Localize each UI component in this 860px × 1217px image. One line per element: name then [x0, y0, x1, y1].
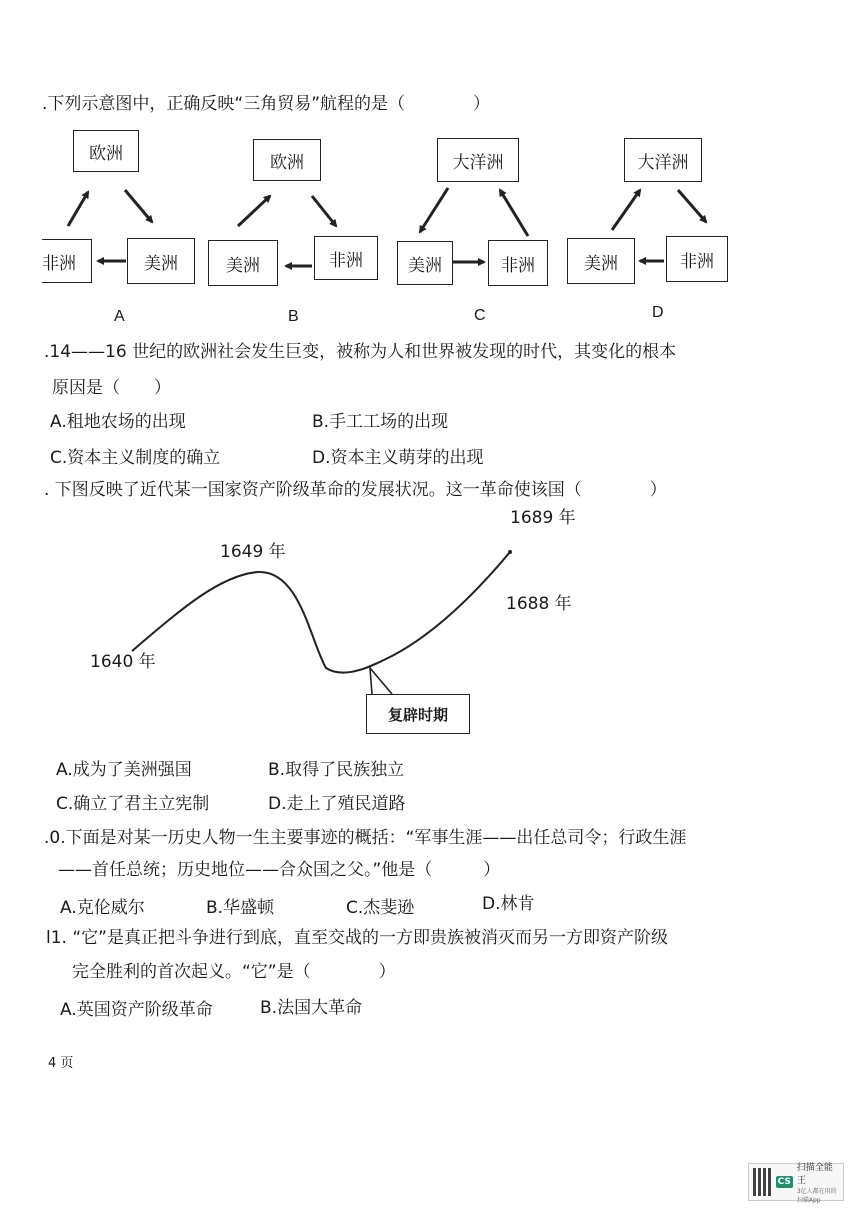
q10-revolution-stem: . 下图反映了近代某一国家资产阶级革命的发展状况。这一革命使该国（ ） [44, 480, 667, 500]
q11-option-a: A.英国资产阶级革命 [60, 1000, 213, 1020]
arrow-b-left-top [238, 196, 270, 226]
curve-label-1689: 1689 年 [510, 508, 576, 528]
diagram-d-label: D [652, 304, 664, 321]
q11-option-b: B.法国大革命 [260, 998, 363, 1018]
scanner-watermark [748, 1163, 844, 1204]
diagram-c-left-box: 美洲 [397, 241, 453, 285]
arrow-d-left-top [612, 190, 640, 230]
diagram-c-right-box: 非洲 [488, 240, 548, 286]
q9-stem-line2: 原因是（ ） [52, 378, 171, 398]
q11-stem-line2: 完全胜利的首次起义。“它”是（ ） [72, 962, 396, 982]
diagram-d-left-box: 美洲 [567, 238, 635, 284]
q10-person-option-b: B.华盛顿 [206, 898, 275, 918]
arrow-b-top-right [312, 196, 336, 226]
diagram-a-label: A [114, 308, 125, 325]
diagram-d-right-box: 非洲 [666, 236, 728, 282]
callout-pointer [370, 668, 392, 694]
diagram-b-label: B [288, 308, 299, 325]
scanner-text [797, 1160, 839, 1204]
scanner-title: 扫描全能王 [796, 1163, 833, 1186]
diagram-a-top-box: 欧洲 [73, 130, 139, 172]
q10-revolution-option-c: C.确立了君主立宪制 [56, 794, 210, 814]
q9-option-d: D.资本主义萌芽的出现 [312, 448, 484, 468]
curve-label-1640: 1640 年 [90, 652, 156, 672]
qr-code-icon [753, 1168, 772, 1196]
diagram-c-label: C [474, 307, 486, 324]
arrow-c-top-left [420, 188, 448, 232]
curve-label-1688: 1688 年 [506, 594, 572, 614]
q10-revolution-option-b: B.取得了民族独立 [268, 760, 405, 780]
diagram-d-top-box: 大洋洲 [624, 138, 702, 182]
q9-option-c: C.资本主义制度的确立 [50, 448, 221, 468]
q11-stem-line1: l1. “它”是真正把斗争进行到底，直至交战的一方即贵族被消灭而另一方即资产阶级 [46, 928, 668, 948]
q9-stem-line1: .14——16 世纪的欧洲社会发生巨变，被称为人和世界被发现的时代，其变化的根本 [44, 342, 677, 362]
q9-option-a: A.租地农场的出现 [50, 412, 186, 432]
arrow-d-top-right [678, 190, 706, 222]
arrow-a-left-top [68, 192, 88, 226]
arrow-c-right-top [500, 190, 528, 236]
q10-revolution-option-d: D.走上了殖民道路 [268, 794, 406, 814]
curve-end-point [508, 550, 512, 554]
diagram-b-top-box: 欧洲 [253, 139, 321, 181]
diagram-a-right-box: 美洲 [127, 238, 195, 284]
q10-revolution-option-a: A.成为了美洲强国 [56, 760, 192, 780]
q10-person-stem-line1: .0.下面是对某一历史人物一生主要事迹的概括：“军事生涯——出任总司令；行政生涯 [44, 828, 687, 848]
q9-option-b: B.手工工场的出现 [312, 412, 449, 432]
q10-person-option-a: A.克伦威尔 [60, 898, 145, 918]
diagram-b-left-box: 美洲 [208, 240, 278, 286]
q10-person-option-d: D.林肯 [482, 894, 535, 914]
diagram-c-top-box: 大洋洲 [437, 138, 519, 182]
revolution-curve [132, 552, 510, 673]
q8-stem: .下列示意图中，正确反映“三角贸易”航程的是（ ） [42, 94, 491, 114]
diagram-b-right-box: 非洲 [314, 236, 378, 280]
scanner-subtitle: 3亿人都在用的扫描App [796, 1188, 837, 1204]
curve-label-1649: 1649 年 [220, 542, 286, 562]
diagram-a-left-box: 非洲 [42, 239, 92, 283]
restoration-callout: 复辟时期 [366, 694, 470, 734]
page-number: 4 页 [48, 1056, 74, 1071]
scanner-logo: CS [777, 1177, 791, 1187]
arrow-a-top-right [125, 190, 152, 222]
q10-person-option-c: C.杰斐逊 [346, 898, 415, 918]
q10-person-stem-line2: ——首任总统；历史地位——合众国之父。”他是（ ） [58, 860, 501, 880]
